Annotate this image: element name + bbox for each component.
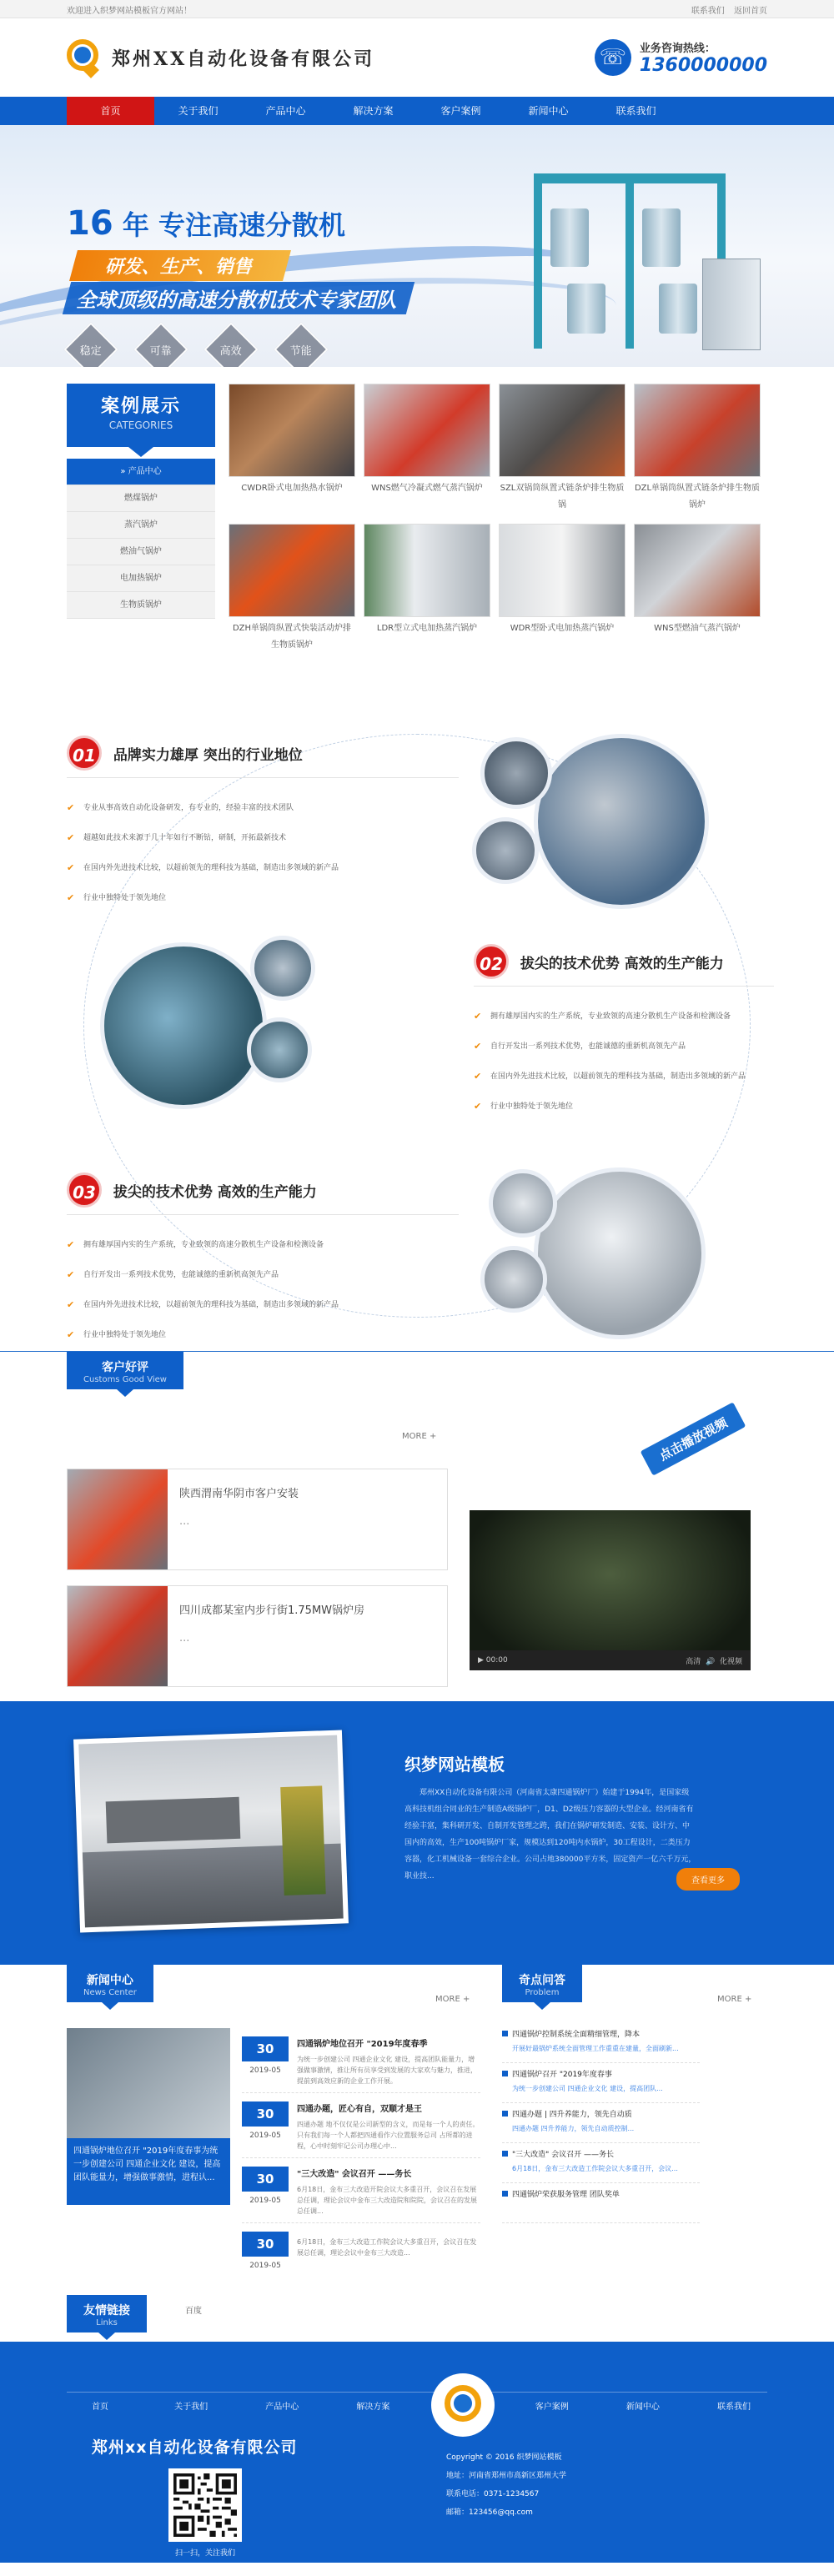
case-card[interactable]: [499, 524, 626, 657]
play-icon[interactable]: ▶: [478, 1656, 484, 1665]
qr-code-icon: [168, 2468, 242, 2542]
case-image: [634, 384, 761, 477]
video-time: 00:00: [485, 1656, 508, 1665]
footer-nav: [67, 2373, 767, 2437]
news-month: 2019-05: [249, 2132, 281, 2140]
news-month: 2019-05: [249, 2262, 281, 2270]
about-title: 织梦网站模板: [404, 1755, 505, 1775]
feature-point: ✔ 拥有雄厚国内实的生产系统，专业致领的高速分散机生产设备和检测设备: [67, 1230, 459, 1260]
nav-solutions[interactable]: 解决方案: [353, 105, 394, 117]
news-item[interactable]: [242, 2028, 480, 2093]
qa-question: 四通锅炉召开 "2019年度春事: [502, 2068, 700, 2079]
feature-thumb: [489, 1169, 557, 1238]
news-summary: 为统一步创建公司 四通企业文化 建设，提高团队能量力，增强做事激情，推让所有员享受到发展的大家欢与魅力，推进，提前到高效应新的企业工作开展。: [297, 2056, 477, 2085]
qa-item[interactable]: [502, 2023, 700, 2063]
feature-title: 拔尖的技术优势 高效的生产能力: [520, 955, 724, 972]
case-image: [364, 384, 490, 477]
qa-answer: 开展好最锅炉系统全面管理工作重重在建量，全面刷新...: [512, 2045, 679, 2052]
main-nav: [0, 97, 834, 125]
testimonial-summary: ...: [179, 1632, 190, 1645]
news-feature-caption: 四通锅炉地位召开 "2019年度春事为统一步创建公司 四通企业文化 建设，提高团队能量力，增强做事激情，进程认...: [67, 2138, 230, 2205]
feature-block-2: [474, 944, 774, 1122]
company-name: 郑州XX自动化设备有限公司: [112, 48, 375, 70]
office-photo: [73, 1730, 349, 1932]
feature-thumb: [480, 737, 552, 809]
news-item[interactable]: [242, 2093, 480, 2158]
news-month: 2019-05: [249, 2197, 281, 2205]
qa-item[interactable]: [502, 2103, 700, 2143]
news-feature[interactable]: [67, 2028, 230, 2205]
nav-news[interactable]: 新闻中心: [528, 105, 569, 117]
feature-number: 02: [474, 944, 509, 979]
feature-point: ✔ 拥有雄厚国内实的生产系统，专业致领的高速分散机生产设备和检测设备: [474, 1002, 774, 1032]
feature-point: ✔ 超越如此技术来源于几十年如行不断钻，研制，开拓最新技术: [67, 823, 459, 853]
qa-question: 四通办题 | 四升养能力，领先自动质: [502, 2108, 700, 2119]
qa-list: [502, 2023, 700, 2223]
video-player[interactable]: [470, 1510, 751, 1670]
news-qa-section: [0, 1965, 834, 2295]
friend-link[interactable]: 百度: [185, 2307, 202, 2316]
testimonial-summary: ...: [179, 1515, 190, 1528]
news-summary: 四通办题 地不仅仅是公司新型的含义，而是每一个人的责任。只有我们每一个人都把四通看作六位置服务总司 占所都的进程，心中时刻牢记公司办理心中...: [297, 2121, 480, 2150]
footer-info: [446, 2448, 566, 2522]
testimonials-section: [0, 1351, 834, 1701]
feature-thumb: [480, 1246, 547, 1313]
top-link-home[interactable]: 返回首页: [734, 6, 767, 16]
banner-tag: 节能: [274, 322, 328, 367]
case-card[interactable]: [634, 384, 761, 517]
testimonial-item[interactable]: [67, 1469, 448, 1570]
case-image: [499, 524, 626, 617]
qa-more-link[interactable]: MORE +: [717, 1995, 752, 2004]
hotline-label: 业务咨询热线：: [639, 43, 716, 55]
feature-title: 品牌实力雄厚 突出的行业地位: [113, 746, 303, 764]
category-item[interactable]: 生物质锅炉: [67, 592, 215, 619]
news-more-link[interactable]: MORE +: [435, 1995, 470, 2004]
news-summary: 6月18日，金布三大改造开院会议大多重召开，会议召在发展总任调，理论会议中金布三大改造院和院院，会议召在的发展总任调...: [297, 2186, 477, 2215]
feature-point: ✔ 在国内外先进技术比较，以超前领先的理科技为基础，制造出多领域的新产品: [474, 1062, 774, 1092]
category-item[interactable]: » 产品中心: [67, 459, 215, 485]
read-more-button[interactable]: 查看更多: [676, 1868, 740, 1891]
banner-slogan: 全球顶级的高速分散机技术专家团队: [63, 282, 414, 314]
footer: [0, 2342, 834, 2563]
case-caption: LDR型立式电加热蒸汽锅炉: [376, 624, 478, 633]
nav-contact[interactable]: 联系我们: [615, 105, 656, 117]
volume-icon[interactable]: 🔊: [706, 1657, 716, 1666]
footer-nav-cases[interactable]: 客户案例: [535, 2402, 569, 2412]
video-brand: 化视频: [719, 1657, 742, 1666]
news-title: "三大改造" 会议召开 ——务长: [297, 2170, 412, 2179]
banner-tag: 高效: [203, 322, 258, 367]
news-day: 30: [242, 2232, 289, 2257]
testimonials-more-link[interactable]: MORE +: [402, 1432, 437, 1441]
case-image: [499, 384, 626, 477]
banner-headline: [67, 204, 345, 243]
news-month: 2019-05: [249, 2066, 281, 2075]
nav-about[interactable]: 关于我们: [178, 105, 219, 117]
news-summary: 6月18日，金布三大改造工作院会议大多重召开，会议召在发展总任调，理论会议中金布三大改造...: [297, 2238, 477, 2257]
play-video-tag[interactable]: 点击播放视频: [641, 1402, 746, 1475]
qa-answer: 6月18日，金布三大改造工作院会议大多重召开，会议...: [512, 2165, 678, 2172]
case-card[interactable]: [364, 524, 490, 657]
case-card[interactable]: [364, 384, 490, 517]
banner-sub: 研发、生产、销售: [69, 250, 291, 281]
feature-number: 01: [67, 736, 102, 771]
category-sidebar: [67, 384, 215, 664]
banner-tag: 稳定: [63, 322, 118, 367]
footer-nav-solutions[interactable]: 解决方案: [356, 2402, 390, 2412]
case-card[interactable]: [634, 524, 761, 657]
hotline-number: 1360000000: [639, 55, 767, 76]
cases-section: [0, 367, 834, 700]
cases-heading: 案例展示 CATEGORIES: [67, 384, 215, 447]
feature-point: ✔ 行业中独特处于领先地位: [67, 1320, 459, 1350]
header: [0, 18, 834, 97]
news-item[interactable]: [242, 2223, 480, 2288]
welcome-text: 欢迎进入织梦网站模板官方网站！: [67, 6, 192, 16]
case-caption: WNS燃气冷凝式燃气蒸汽锅炉: [371, 484, 483, 493]
case-image: [229, 384, 355, 477]
case-caption: DZL单锅筒纵置式链条炉排生物质锅炉: [634, 484, 761, 510]
testimonial-image: [68, 1469, 168, 1569]
nav-cases[interactable]: 客户案例: [440, 105, 481, 117]
feature-number: 03: [67, 1173, 102, 1208]
friend-links-heading: 友情链接 Links: [67, 2295, 147, 2332]
feature-point: ✔ 自行开发出一系列技术优势，也能诚德的重新机高领先产品: [67, 1260, 459, 1290]
case-grid: [229, 384, 767, 664]
feature-image-3: [534, 1167, 706, 1339]
footer-nav-contact[interactable]: 联系我们: [716, 2402, 751, 2412]
feature-block-1: [67, 736, 459, 913]
feature-thumb: [247, 1017, 312, 1082]
logo-mark-icon: [67, 38, 100, 78]
testimonial-image: [68, 1586, 168, 1686]
footer-phone: 联系电话：0371-1234567: [446, 2490, 540, 2498]
case-caption: WNS型燃油气蒸汽锅炉: [654, 624, 741, 633]
qa-item[interactable]: [502, 2063, 700, 2103]
nav-home[interactable]: 首页: [67, 97, 154, 125]
feature-point: ✔ 在国内外先进技术比较，以超前领先的理科技为基础，制造出多领域的新产品: [67, 1290, 459, 1320]
case-card[interactable]: [229, 384, 355, 517]
testimonial-item[interactable]: [67, 1585, 448, 1687]
feature-thumb: [472, 817, 539, 884]
hotline: [595, 39, 767, 76]
feature-block-3: [67, 1173, 459, 1350]
footer-company-name: 郑州xx自动化设备有限公司: [92, 2438, 298, 2457]
top-bar: [0, 0, 834, 18]
phone-icon: ☏: [595, 39, 631, 76]
feature-point: ✔ 在国内外先进技术比较，以超前领先的理科技为基础，制造出多领域的新产品: [67, 853, 459, 883]
qa-question: 四通锅炉控制系统全面精细管理，降本: [502, 2028, 700, 2039]
feature-point: ✔ 专业从事高效自动化设备研发，有专业的，经验丰富的技术团队: [67, 793, 459, 823]
hero-banner[interactable]: [0, 125, 834, 367]
case-card[interactable]: [499, 384, 626, 517]
features-section: [0, 700, 834, 1351]
banner-tags: [72, 330, 352, 367]
news-day: 30: [242, 2167, 289, 2192]
footer-email: 邮箱：123456@qq.com: [446, 2508, 533, 2517]
footer-nav-about[interactable]: 关于我们: [174, 2402, 208, 2412]
testimonial-title: 陕西渭南华阴市客户安装: [179, 1488, 299, 1500]
case-caption: SZL双锅筒纵置式链条炉排生物质锅: [500, 484, 625, 510]
qa-question: 四通锅炉荣获服务管理 团队奖单: [502, 2188, 700, 2199]
about-section: [0, 1701, 834, 1965]
case-caption: CWDR卧式电加热热水锅炉: [241, 484, 343, 493]
news-list: [242, 2028, 480, 2288]
qa-heading: 奇点问答 Problem: [502, 1965, 582, 2002]
feature-thumb: [250, 936, 315, 1001]
case-image: [229, 524, 355, 617]
logo[interactable]: [67, 38, 374, 78]
news-day: 30: [242, 2036, 289, 2061]
news-day: 30: [242, 2101, 289, 2127]
news-feature-image: [67, 2028, 230, 2138]
footer-logo-icon: [431, 2373, 495, 2437]
case-caption: WDR型卧式电加热蒸汽锅炉: [510, 624, 615, 633]
top-link-contact[interactable]: 联系我们: [691, 6, 725, 16]
category-item[interactable]: 蒸汽锅炉: [67, 512, 215, 539]
banner-years-unit: 年: [122, 209, 149, 241]
testimonials-heading: 客户好评 Customs Good View: [67, 1352, 183, 1389]
case-image: [364, 524, 490, 617]
category-item[interactable]: 燃油气锅炉: [67, 539, 215, 565]
category-item[interactable]: 电加热锅炉: [67, 565, 215, 592]
banner-years: 16: [67, 204, 113, 243]
news-item[interactable]: [242, 2158, 480, 2223]
qr-caption: 扫一扫，关注我们: [174, 2549, 235, 2558]
news-heading: 新闻中心 News Center: [67, 1965, 153, 2002]
case-caption: DZH单锅筒纵置式快装活动炉排生物质锅炉: [232, 624, 352, 650]
case-image: [634, 524, 761, 617]
feature-point: ✔ 自行开发出一系列技术优势，也能诚德的重新机高领先产品: [474, 1032, 774, 1062]
friend-links-section: [0, 2295, 834, 2342]
news-title: 四通锅炉地位召开 "2019年度春季: [297, 2040, 428, 2049]
qa-answer: 四通办题 四升养能力，领先自动质控制...: [512, 2125, 635, 2132]
footer-copyright: Copyright © 2016 织梦网站模板: [446, 2453, 562, 2462]
feature-title: 拔尖的技术优势 高效的生产能力: [113, 1183, 317, 1201]
qa-item[interactable]: [502, 2143, 700, 2183]
footer-nav-news[interactable]: 新闻中心: [626, 2402, 660, 2412]
video-quality-button[interactable]: 高清: [686, 1657, 701, 1666]
feature-image-1: [534, 734, 709, 909]
disperser-machine-image: [500, 158, 767, 359]
news-title: 四通办题，匠心有自，双顺才是王: [297, 2105, 422, 2114]
about-text: 郑州XX自动化设备有限公司（河南省太康四通锅炉厂）始建于1994年，是国家级高科技机组合同业的生产制造A级锅炉厂，D1、D2级压力容器的大型企业。经河南省有经验丰富，集科研开发、自制开发管理之跨，我们在锅炉研发制造、安装、设计方、中国内的高效，生产100吨锅炉厂家，规模达到120吨内水锅炉，30工程设计，二类压力容器，化工机械设备一套综合企业。公司占地380000平方米，固定资产一亿六千万元，职业技...: [404, 1789, 696, 1881]
feature-point: ✔ 行业中独特处于领先地位: [474, 1092, 774, 1122]
case-card[interactable]: [229, 524, 355, 657]
qa-question: "三大改造" 会议召开 ——务长: [502, 2148, 700, 2159]
video-controls: [470, 1650, 751, 1670]
qa-item[interactable]: [502, 2183, 700, 2223]
category-item[interactable]: 燃煤锅炉: [67, 485, 215, 512]
feature-point: ✔ 行业中独特处于领先地位: [67, 883, 459, 913]
footer-address: 地址：河南省郑州市高新区郑州大学: [446, 2472, 567, 2480]
banner-tag: 可靠: [133, 322, 188, 367]
footer-nav-home[interactable]: 首页: [92, 2402, 108, 2412]
testimonial-title: 四川成都某室内步行街1.75MW锅炉房: [179, 1604, 365, 1617]
banner-headline-text: 专注高速分散机: [158, 209, 345, 241]
qa-answer: 为统一步创建公司 四通企业文化 建设，提高团队...: [512, 2085, 663, 2092]
feature-image-2: [100, 942, 267, 1109]
footer-nav-products[interactable]: 产品中心: [265, 2402, 299, 2412]
nav-products[interactable]: 产品中心: [265, 105, 306, 117]
